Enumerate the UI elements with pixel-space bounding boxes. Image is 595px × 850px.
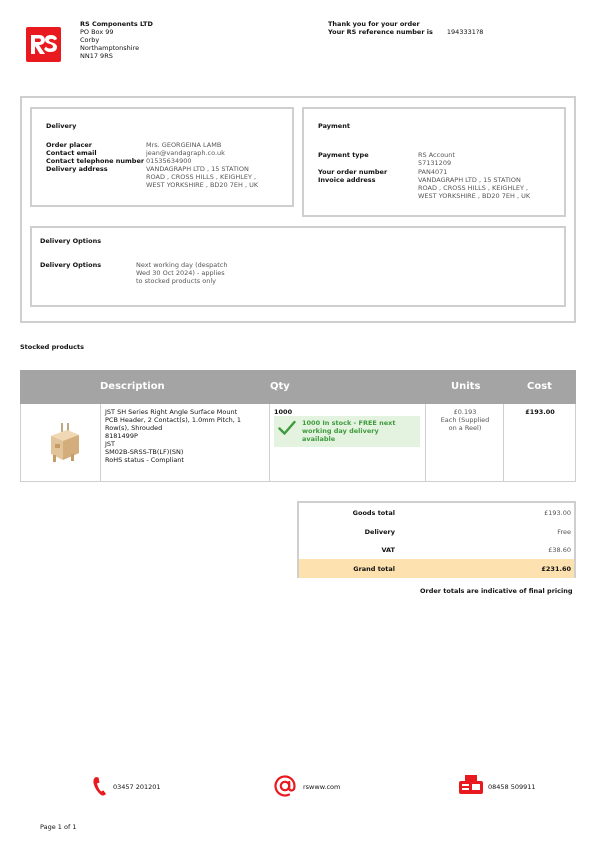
unit-desc-line: on a Reel) bbox=[448, 424, 482, 432]
product-desc-line: PCB Header, 2 Contact(s), 1.0mm Pitch, 1 bbox=[105, 416, 242, 424]
footer-web[interactable]: rswww.com bbox=[303, 783, 341, 791]
header-units: Units bbox=[451, 381, 481, 392]
footer-fax[interactable]: 08458 509911 bbox=[488, 783, 536, 791]
unit-desc-line: Each (Supplied bbox=[440, 416, 490, 424]
checkmark-icon bbox=[278, 420, 296, 438]
invoice-address-line: VANDAGRAPH LTD , 15 STATION bbox=[418, 176, 521, 184]
stock-status-line: working day delivery bbox=[302, 427, 379, 435]
delivery-title: Delivery bbox=[46, 122, 77, 130]
product-rohs: RoHS status - Compliant bbox=[105, 456, 184, 464]
header-description: Description bbox=[100, 381, 165, 392]
goods-total-value: £193.00 bbox=[544, 509, 571, 517]
delivery-cost-label: Delivery bbox=[364, 528, 395, 536]
stock-status-text bbox=[302, 419, 417, 443]
order-placer-label: Order placer bbox=[46, 141, 92, 149]
company-name: RS Components LTD bbox=[80, 20, 153, 28]
product-title[interactable]: JST SH Series Right Angle Surface Mount bbox=[105, 408, 238, 416]
page-number: Page 1 of 1 bbox=[40, 823, 77, 831]
company-address-line: NN17 9RS bbox=[80, 52, 113, 60]
unit-price bbox=[430, 408, 500, 432]
contact-email-value: jean@vandagraph.co.uk bbox=[146, 149, 225, 157]
reference-label: Your RS reference number is bbox=[328, 28, 433, 36]
delivery-options-line: Wed 30 Oct 2024) - applies bbox=[136, 269, 225, 277]
delivery-options-label: Delivery Options bbox=[40, 261, 102, 269]
line-cost: £193.00 bbox=[525, 408, 555, 416]
column-divider bbox=[100, 404, 101, 482]
column-divider bbox=[503, 404, 504, 482]
grand-total-row bbox=[299, 559, 574, 578]
goods-total-row bbox=[299, 503, 574, 522]
delivery-row bbox=[299, 522, 574, 541]
column-divider bbox=[269, 404, 270, 482]
reference-number: 1943331?8 bbox=[446, 28, 484, 36]
vat-value: £38.60 bbox=[548, 546, 571, 554]
product-mpn: SM02B-SRSS-TB(LF)(SN) bbox=[105, 448, 184, 456]
invoice-address-label: Invoice address bbox=[318, 176, 376, 184]
rs-logo-mark bbox=[26, 27, 61, 62]
company-address-line: Corby bbox=[80, 36, 100, 44]
fax-icon bbox=[458, 774, 484, 798]
contact-phone-label: Contact telephone number bbox=[46, 157, 145, 165]
company-address bbox=[80, 20, 153, 60]
payment-account-number: 57131209 bbox=[418, 159, 452, 167]
company-address-line: Northamptonshire bbox=[80, 44, 140, 52]
payment-type-value bbox=[418, 151, 455, 167]
invoice-address-line: WEST YORKSHIRE , BD20 7EH , UK bbox=[418, 192, 531, 200]
invoice-address bbox=[418, 176, 530, 200]
product-stock-number: 8181499P bbox=[105, 432, 138, 440]
product-qty: 1000 bbox=[274, 408, 293, 416]
connector-picture bbox=[47, 423, 82, 465]
payment-type-label: Payment type bbox=[318, 151, 369, 159]
vat-label: VAT bbox=[381, 546, 395, 554]
order-placer-value: Mrs. GEORGEINA LAMB bbox=[146, 141, 222, 149]
product-desc-line: Row(s), Shrouded bbox=[105, 424, 163, 432]
payment-type-line: RS Account bbox=[418, 151, 455, 159]
product-image[interactable] bbox=[47, 423, 82, 465]
grand-total-label: Grand total bbox=[353, 565, 395, 573]
rs-logo bbox=[26, 27, 61, 62]
grand-total-value: £231.60 bbox=[541, 565, 571, 573]
company-address-line: PO Box 99 bbox=[80, 28, 114, 36]
product-brand: JST bbox=[105, 440, 116, 448]
stock-status-line: 1000 In stock - FREE next bbox=[302, 419, 396, 427]
delivery-address-line: VANDAGRAPH LTD , 15 STATION bbox=[146, 165, 249, 173]
column-divider bbox=[425, 404, 426, 482]
product-description bbox=[105, 408, 267, 464]
phone-icon bbox=[92, 775, 108, 799]
at-sign-icon bbox=[273, 774, 297, 800]
products-table-header bbox=[20, 370, 576, 404]
delivery-options-value bbox=[136, 261, 227, 285]
delivery-options-box bbox=[30, 226, 566, 307]
contact-email-label: Contact email bbox=[46, 149, 97, 157]
delivery-address bbox=[146, 165, 258, 189]
payment-title: Payment bbox=[318, 122, 350, 130]
vat-row bbox=[299, 540, 574, 559]
reference-line bbox=[328, 28, 483, 36]
delivery-cost-value: Free bbox=[557, 528, 571, 536]
totals-note: Order totals are indicative of final pricing bbox=[420, 587, 573, 595]
header-qty: Qty bbox=[270, 381, 290, 392]
delivery-options-line: Next working day (despatch bbox=[136, 261, 228, 269]
stock-status-line: available bbox=[302, 435, 336, 443]
footer-phone[interactable]: 03457 201201 bbox=[113, 783, 161, 791]
order-number-value: PAN4071 bbox=[418, 168, 448, 176]
delivery-options-line: to stocked products only bbox=[136, 277, 217, 285]
delivery-options-title: Delivery Options bbox=[40, 237, 102, 245]
header-cost: Cost bbox=[527, 381, 552, 392]
order-number-label: Your order number bbox=[318, 168, 388, 176]
invoice-address-line: ROAD , CROSS HILLS , KEIGHLEY , bbox=[418, 184, 529, 192]
order-header bbox=[328, 20, 483, 36]
unit-price-value: £0.193 bbox=[453, 408, 477, 416]
delivery-address-line: WEST YORKSHIRE , BD20 7EH , UK bbox=[146, 181, 259, 189]
delivery-address-label: Delivery address bbox=[46, 165, 108, 173]
goods-total-label: Goods total bbox=[352, 509, 395, 517]
totals-box bbox=[297, 501, 576, 578]
contact-phone-value: 01535634900 bbox=[146, 157, 192, 165]
delivery-address-line: ROAD , CROSS HILLS , KEIGHLEY , bbox=[146, 173, 257, 181]
stocked-products-title: Stocked products bbox=[20, 343, 85, 351]
thanks-text: Thank you for your order bbox=[328, 20, 420, 28]
